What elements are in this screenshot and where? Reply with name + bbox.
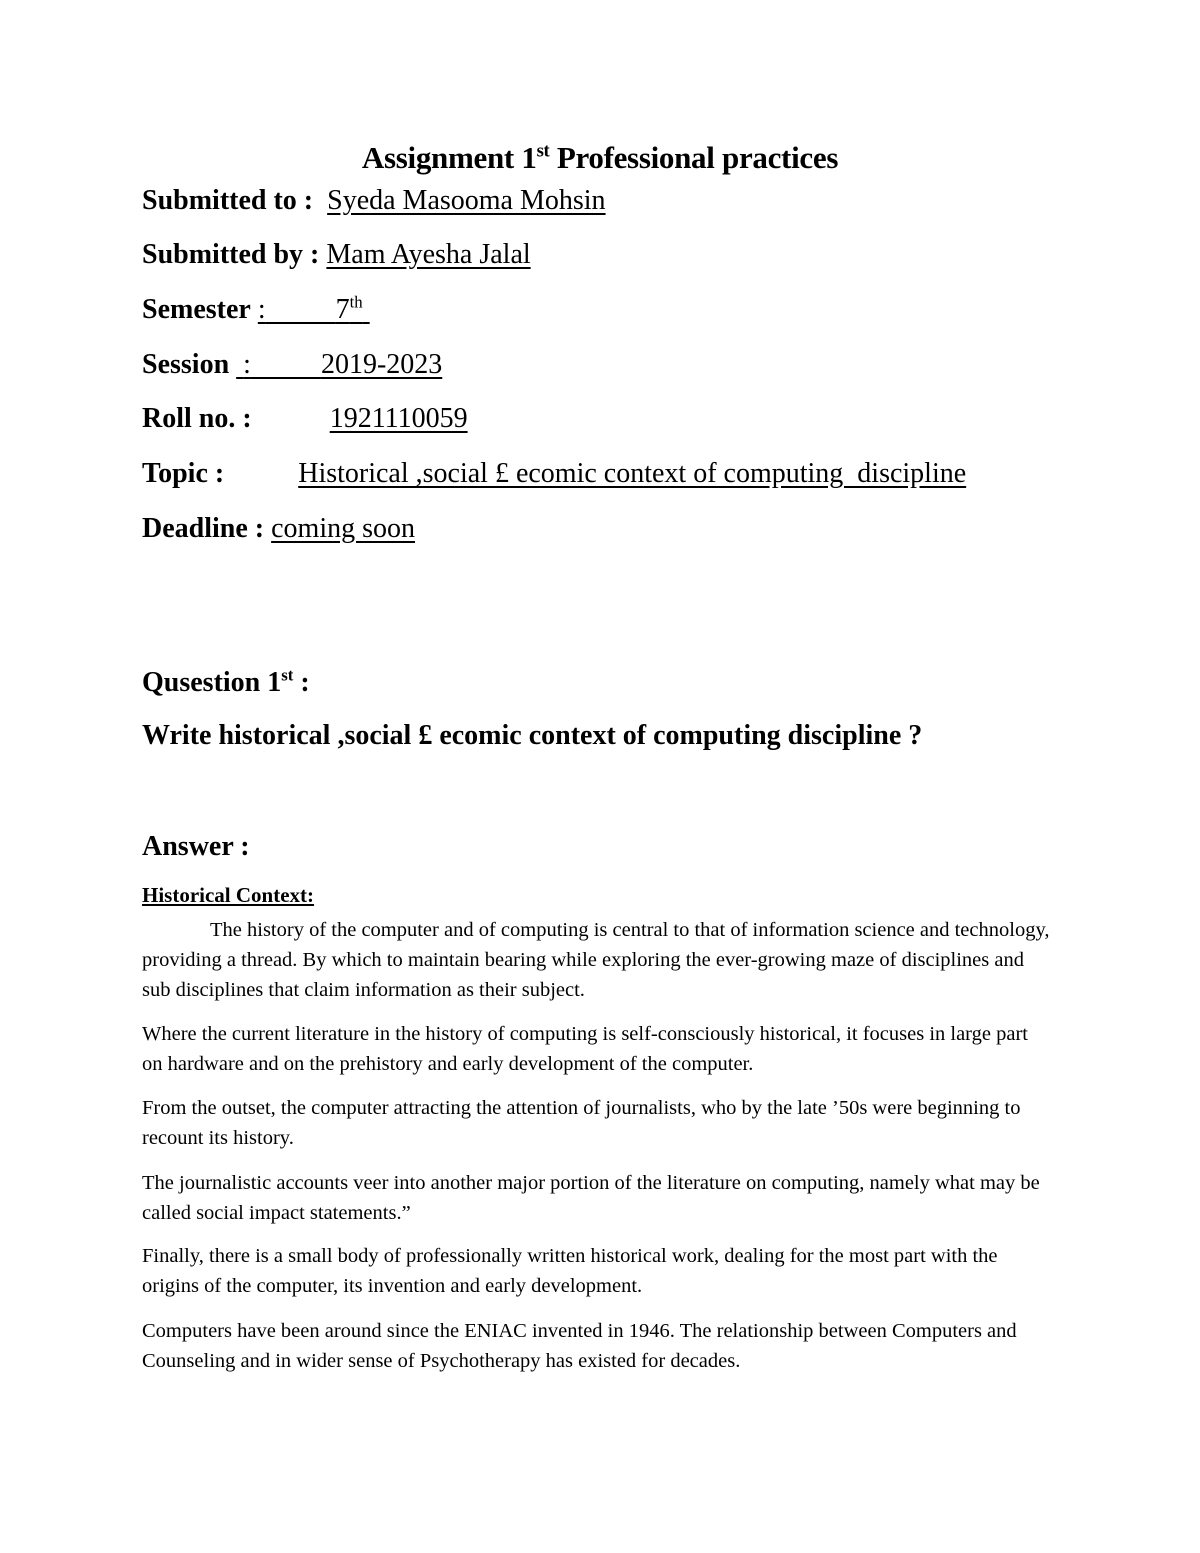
semester-label: Semester [142,294,251,325]
submitted-by-field [142,239,531,271]
deadline-label: Deadline : [142,513,265,544]
semester-sup: th [349,292,363,312]
title-main: Assignment 1 [361,140,537,175]
paragraph-5: Finally, there is a small body of professionally written historical work, dealing for the most part with the origins of the computer, its invention and early development. [142,1245,998,1297]
paragraph-3: From the outset, the computer attracting the attention of journalists, who by the late ’50s were beginning to recount its history. [142,1097,1021,1149]
submitted-by-value: Mam Ayesha Jalal [326,239,531,270]
session-value [236,349,442,380]
submitted-to-value: Syeda Masooma Mohsin [327,185,606,216]
roll-no-value: 1921110059 [329,403,468,434]
semester-value [258,294,370,325]
session-label: Session [142,349,230,380]
paragraph-1: The history of the computer and of computing is central to that of information science and technology, providing a thread. By which to maintain bearing while exploring the ever-growing maze of disciplines and sub disciplines that claim information as their subject. [142,919,1050,1001]
question-sup: st [281,665,294,685]
topic-value: Historical ,social £ ecomic context of computing discipline [298,458,967,489]
topic-label: Topic : [142,458,225,489]
document-title [0,140,1200,176]
topic-field [142,458,966,490]
deadline-value: coming soon [271,513,415,544]
session-years: 2019-2023 [320,349,443,380]
submitted-to-field [142,185,606,217]
submitted-by-label: Submitted by : [142,239,320,270]
question-text: Write historical ,social £ ecomic context of computing discipline ? [142,720,923,751]
semester-sep: : [257,294,266,325]
semester-field [142,294,370,326]
question-label-text: Qusestion 1 [142,667,282,698]
session-sep: : [243,349,251,380]
session-field [142,349,442,381]
question-label [142,667,310,699]
deadline-field [142,513,415,545]
paragraph-2: Where the current literature in the history of computing is self-consciously historical, it focuses in large part on hardware and on the prehistory and early development of the computer. [142,1023,1028,1075]
title-sup: st [536,140,550,162]
submitted-to-label: Submitted to : [142,185,314,216]
historical-context-heading: Historical Context: [142,883,315,907]
question-colon: : [293,667,310,698]
paragraph-4: The journalistic accounts veer into another major portion of the literature on computing, namely what may be called social impact statements.” [142,1172,1040,1224]
title-rest: Professional practices [549,140,839,175]
answer-label: Answer : [142,831,250,862]
roll-no-field [142,403,468,435]
paragraph-6: Computers have been around since the ENIAC invented in 1946. The relationship between Computers and Counseling and in wider sense of Psychotherapy has existed for decades. [142,1320,1017,1372]
roll-no-label: Roll no. : [142,403,252,434]
semester-number: 7 [335,294,350,325]
